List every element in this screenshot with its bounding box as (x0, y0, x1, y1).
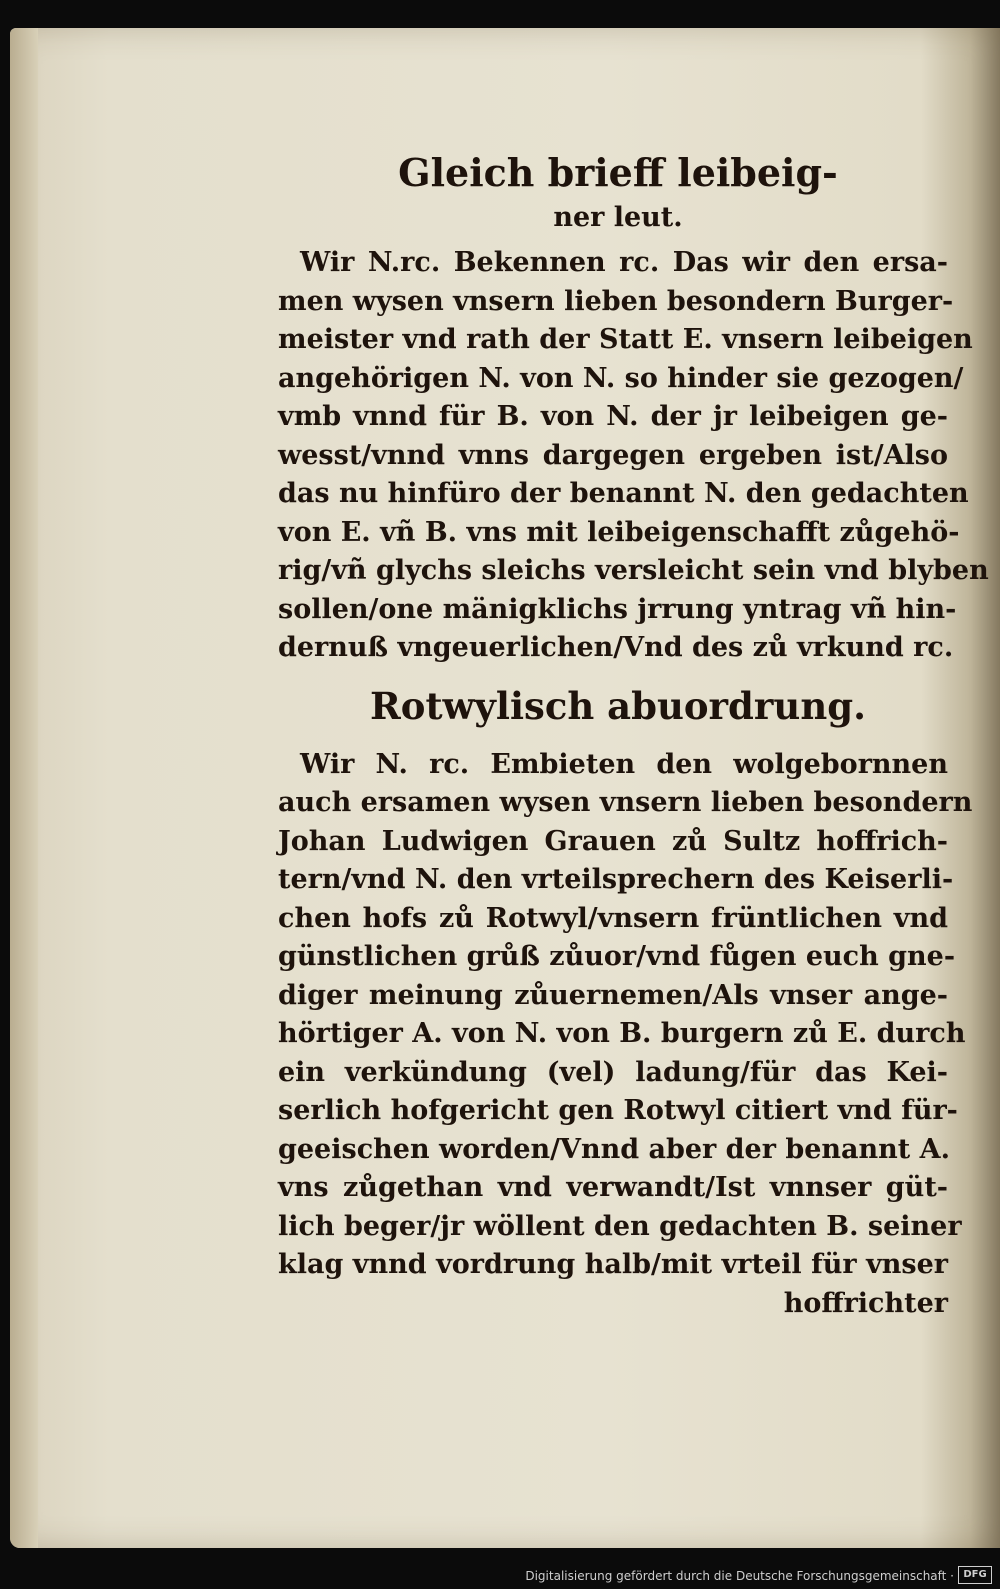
text-line: vns zůgethan vnd verwandt/Ist vnnser güt- (278, 1172, 948, 1203)
text-line: rig/vñ glychs sleichs versleicht sein vnd blyben (278, 555, 989, 586)
text-line: diger meinung zůuernemen/Als vnser ange- (278, 979, 948, 1011)
text-line: von E. vñ B. vns mit leibeigenschafft zůgehö- (278, 516, 960, 548)
book-page (10, 28, 1000, 1548)
section-heading-2: Rotwylisch abuordrung. (370, 683, 866, 728)
text-line: lich beger/jr wöllent den gedachten B. seiner (278, 1210, 962, 1242)
text-line: meister vnd rath der Statt E. vnsern leibeigen (278, 324, 973, 355)
text-line: hörtiger A. von N. von B. burgern zů E. durch (278, 1018, 966, 1049)
text-line: Wir N. rc. Embieten den wolgebornnen (300, 748, 948, 780)
text-line: geeischen worden/Vnnd aber der benannt A. (278, 1133, 951, 1165)
section-heading-1-cont: ner leut. (553, 202, 683, 233)
text-line: Johan Ludwigen Grauen zů Sultz hoffrich- (278, 825, 948, 857)
text-line: klag vnnd vordrung halb/mit vrteil für vnser (278, 1249, 948, 1280)
paragraph-1 (278, 244, 989, 668)
text-line: das nu hinfüro der benannt N. den gedachten (278, 478, 969, 509)
text-line: wesst/vnnd vnns dargegen ergeben ist/Also (278, 439, 948, 471)
page-edge (10, 28, 38, 1548)
text-line: dernuß vngeuerlichen/Vnd des zů vrkund rc. (278, 632, 954, 663)
text-line: günstlichen grůß zůuor/vnd fůgen euch gne- (278, 941, 956, 972)
dfg-logo: DFG (958, 1566, 992, 1584)
text-line: angehörigen N. von N. so hinder sie gezogen/ (278, 362, 964, 394)
text-line: ein verkündung (vel) ladung/für das Kei- (278, 1056, 948, 1088)
paragraph-2 (278, 746, 973, 1285)
text-line: sollen/one mänigklichs jrrung yntrag vñ hin- (278, 593, 957, 625)
page-text (278, 118, 989, 1323)
text-line: tern/vnd N. den vrteilsprechern des Keiserli- (278, 864, 954, 895)
footer-bar (0, 1559, 1000, 1589)
text-line: men wysen vnsern lieben besondern Burger- (278, 285, 954, 317)
text-line: Wir N.rc. Bekennen rc. Das wir den ersa- (300, 247, 948, 278)
text-line: chen hofs zů Rotwyl/vnsern früntlichen vnd (278, 902, 948, 934)
text-line: vmb vnnd für B. von N. der jr leibeigen ge- (278, 401, 948, 432)
text-line: auch ersamen wysen vnsern lieben besondern (278, 787, 973, 818)
text-line: serlich hofgericht gen Rotwyl citiert vnd für- (278, 1095, 958, 1126)
catchword: hoffrichter (783, 1287, 948, 1319)
section-heading-1: Gleich brieff leibeig- (398, 150, 838, 195)
funding-credit: Digitalisierung gefördert durch die Deutsche Forschungsgemeinschaft · (525, 1569, 954, 1583)
